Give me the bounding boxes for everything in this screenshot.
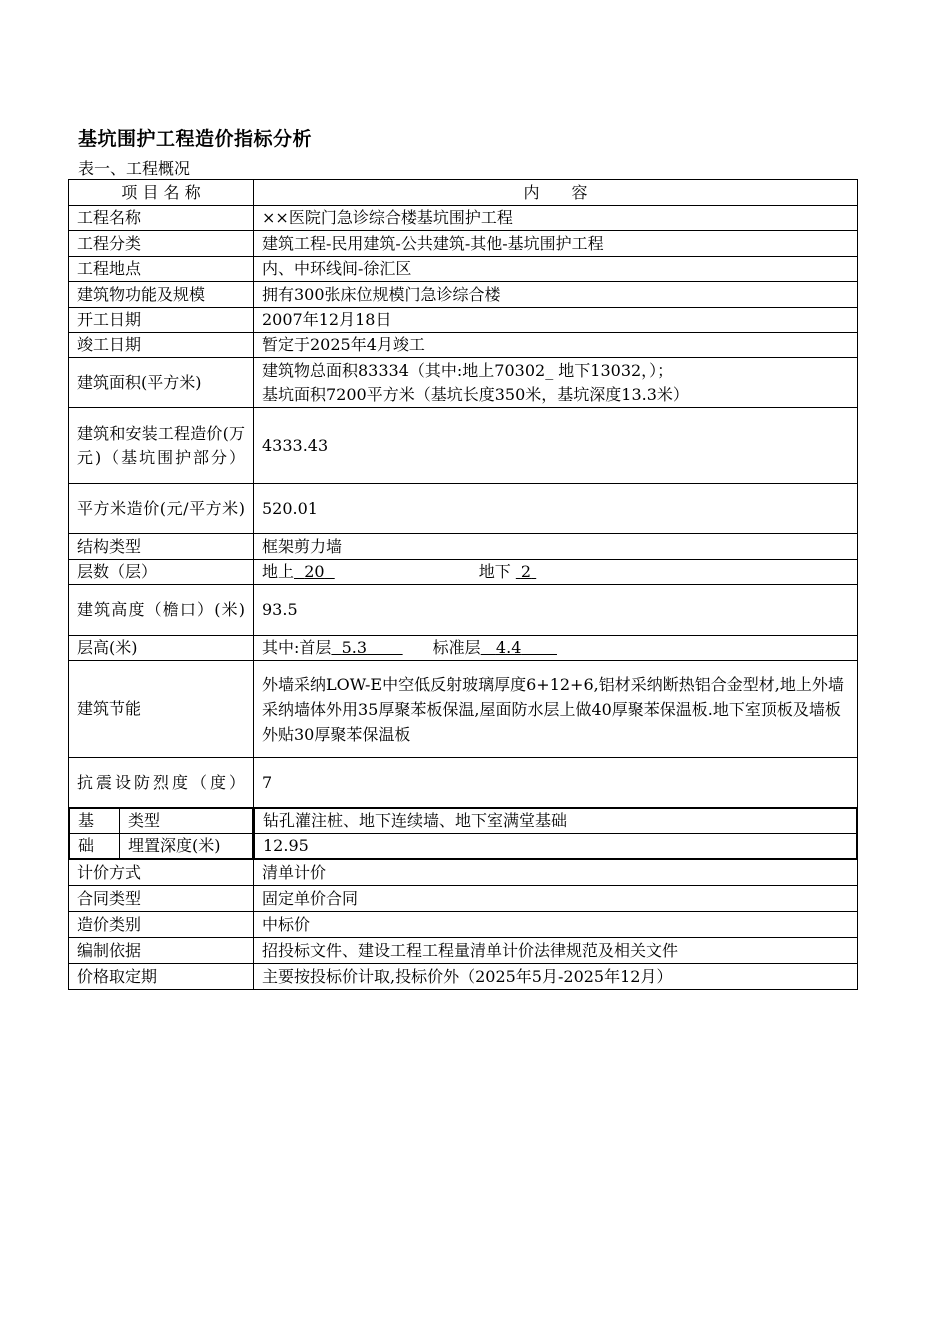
- foundation-depth-label: 埋置深度(米): [120, 834, 253, 859]
- foundation-type-value: 钻孔灌注桩、地下连续墙、地下室满堂基础: [255, 809, 857, 834]
- table-row: [69, 661, 858, 758]
- row-label: 建筑高度（檐口）(米): [69, 585, 254, 636]
- row-value: 7: [254, 758, 858, 808]
- row-value-area: [254, 358, 858, 408]
- header-content: 内 容: [254, 180, 858, 206]
- row-label: 建筑节能: [69, 661, 254, 758]
- row-value: 建筑工程-民用建筑-公共建筑-其他-基坑围护工程: [254, 231, 858, 257]
- row-label: 平方米造价(元/平方米): [69, 484, 254, 534]
- foundation-subtable: [69, 808, 253, 859]
- table-row: [69, 484, 858, 534]
- table-row: [69, 534, 858, 560]
- row-value: 内、中环线间-徐汇区: [254, 257, 858, 282]
- table-caption: 表一、工程概况: [78, 159, 191, 178]
- table-header-row: [69, 180, 858, 206]
- row-label: 编制依据: [69, 938, 254, 964]
- row-value: 4333.43: [254, 408, 858, 484]
- floors-above-label: 地上: [262, 562, 295, 581]
- table-row: [69, 231, 858, 257]
- row-value: 中标价: [254, 912, 858, 938]
- floors-below-label: 地下: [478, 562, 511, 581]
- row-label: 建筑和安装工程造价(万元)（基坑围护部分）: [69, 408, 254, 484]
- row-label: 工程分类: [69, 231, 254, 257]
- table-row: [69, 560, 858, 585]
- table-row: [69, 333, 858, 358]
- table-row: [69, 964, 858, 990]
- table-row: [69, 860, 858, 886]
- row-value: 2007年12月18日: [254, 308, 858, 333]
- row-value-floors: [254, 560, 858, 585]
- row-label: 价格取定期: [69, 964, 254, 990]
- table-row: [69, 912, 858, 938]
- table-row: [69, 408, 858, 484]
- row-value: 固定单价合同: [254, 886, 858, 912]
- row-value: 93.5: [254, 585, 858, 636]
- row-value: 520.01: [254, 484, 858, 534]
- row-value: 拥有300张床位规模门急诊综合楼: [254, 282, 858, 308]
- foundation-depth-value: 12.95: [255, 834, 857, 859]
- foundation-label-cell: [69, 808, 254, 860]
- area-line-1: 建筑物总面积83334（其中:地上70302_ 地下13032，）；: [262, 360, 674, 380]
- row-value-floor-height: [254, 636, 858, 661]
- table-row: [69, 886, 858, 912]
- table-row: [69, 938, 858, 964]
- first-floor-label: 其中:首层: [262, 638, 332, 657]
- floors-above-value: 20: [304, 562, 325, 581]
- table-row: [69, 358, 858, 408]
- standard-floor-value: 4.4: [495, 638, 522, 657]
- table-row-foundation: [69, 808, 858, 860]
- row-label: 开工日期: [69, 308, 254, 333]
- standard-floor-label: 标准层: [432, 638, 481, 657]
- table-row: [69, 758, 858, 808]
- row-value: 清单计价: [254, 860, 858, 886]
- row-label: 抗震设防烈度（度）: [69, 758, 254, 808]
- row-label: 合同类型: [69, 886, 254, 912]
- table-row: [69, 585, 858, 636]
- row-label: 层高(米): [69, 636, 254, 661]
- page-title: 基坑围护工程造价指标分析: [78, 128, 313, 150]
- row-label: 工程地点: [69, 257, 254, 282]
- row-value: ××医院门急诊综合楼基坑围护工程: [254, 206, 858, 231]
- row-value: 主要按投标价计取,投标价外（2025年5月-2025年12月）: [254, 964, 858, 990]
- foundation-type-label: 类型: [120, 809, 253, 834]
- foundation-value-cell: [254, 808, 858, 860]
- row-label: 层数（层）: [69, 560, 254, 585]
- row-value: 招投标文件、建设工程工程量清单计价法律规范及相关文件: [254, 938, 858, 964]
- row-value: 暂定于2025年4月竣工: [254, 333, 858, 358]
- project-overview-table: [68, 179, 858, 990]
- row-label: 造价类别: [69, 912, 254, 938]
- table-row: [69, 636, 858, 661]
- row-label: 计价方式: [69, 860, 254, 886]
- row-value-energy: 外墙采纳LOW-E中空低反射玻璃厚度6+12+6,铝材采纳断热铝合金型材,地上外墙采纳墙体外用35厚聚苯板保温,屋面防水层上做40厚聚苯保温板.地下室顶板及墙板外贴30厚聚苯保温板: [254, 661, 858, 758]
- row-label: 结构类型: [69, 534, 254, 560]
- row-label: 建筑面积(平方米): [69, 358, 254, 408]
- row-label: 建筑物功能及规模: [69, 282, 254, 308]
- first-floor-value: 5.3: [341, 638, 368, 657]
- row-value: 框架剪力墙: [254, 534, 858, 560]
- table-row: [69, 282, 858, 308]
- row-label: 竣工日期: [69, 333, 254, 358]
- foundation-label-a: 基: [70, 809, 120, 834]
- area-line-2: 基坑面积7200平方米（基坑长度350米，基坑深度13.3米）: [262, 384, 689, 404]
- table-row: [69, 257, 858, 282]
- row-label: 工程名称: [69, 206, 254, 231]
- floors-below-value: 2: [520, 562, 532, 581]
- table-row: [69, 206, 858, 231]
- foundation-label-b: 础: [70, 834, 120, 859]
- table-row: [69, 308, 858, 333]
- header-item-name: 项 目 名 称: [69, 180, 254, 206]
